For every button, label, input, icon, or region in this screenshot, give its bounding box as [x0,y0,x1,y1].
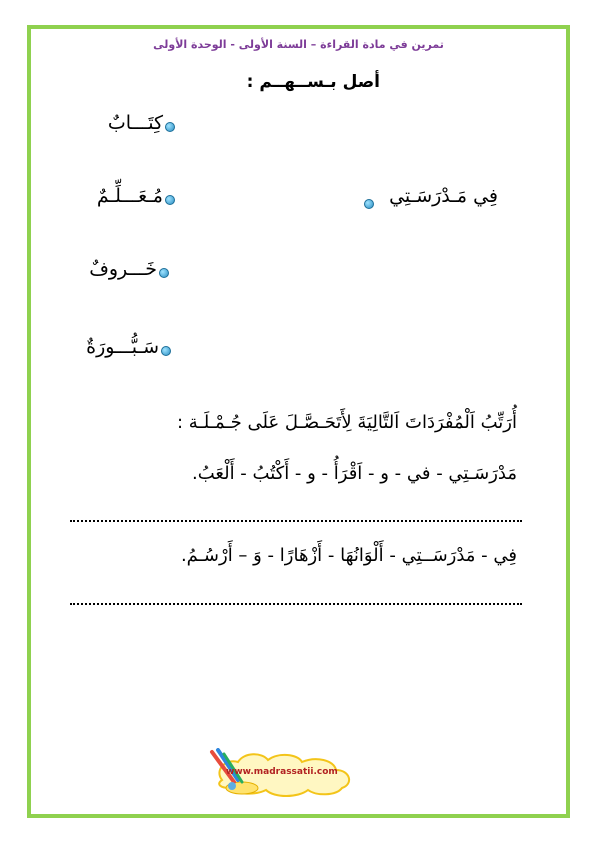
scrambled-sentence-2: فِي - مَدْرَسَــتِي - أَلْوَانُهَا - أَزْهَارًا - وَ – أَرْسُـمُ. [180,545,517,566]
page-title: تمرين في مادة القراءة – السنة الأولى - الوحدة الأولى [153,38,444,51]
logo-text[interactable]: www.madrassatii.com [226,767,338,777]
bullet-dot[interactable] [161,346,171,356]
answer-line-1[interactable] [70,520,522,522]
bullet-dot[interactable] [165,195,175,205]
instruction-order: أُرَتِّبُ اَلْمُفْرَدَاتَ اَلتَّالِيَةَ لِأَتَحَـصَّـلَ عَلَى جُـمْـلَـة : [177,412,517,433]
word-item-1: كِتَـــابٌ [107,112,163,134]
phrase-target: فِي مَـدْرَسَـتِي [389,185,498,207]
word-item-4: سَـبُّـــورَةٌ [86,336,159,358]
bullet-dot[interactable] [165,122,175,132]
word-item-2: مُـعَـــلِّـمٌ [96,185,163,207]
bullet-dot[interactable] [364,199,374,209]
scrambled-sentence-1: مَدْرَسَـتِي - في - و - اَقْرَأُ - و - أَكْتُبُ - أَلْعَبُ. [192,463,517,484]
instruction-match: أصل بـســهــم : [246,72,380,92]
answer-line-2[interactable] [70,603,522,605]
bullet-dot[interactable] [159,268,169,278]
word-item-3: خَـــروفٌ [89,258,157,280]
